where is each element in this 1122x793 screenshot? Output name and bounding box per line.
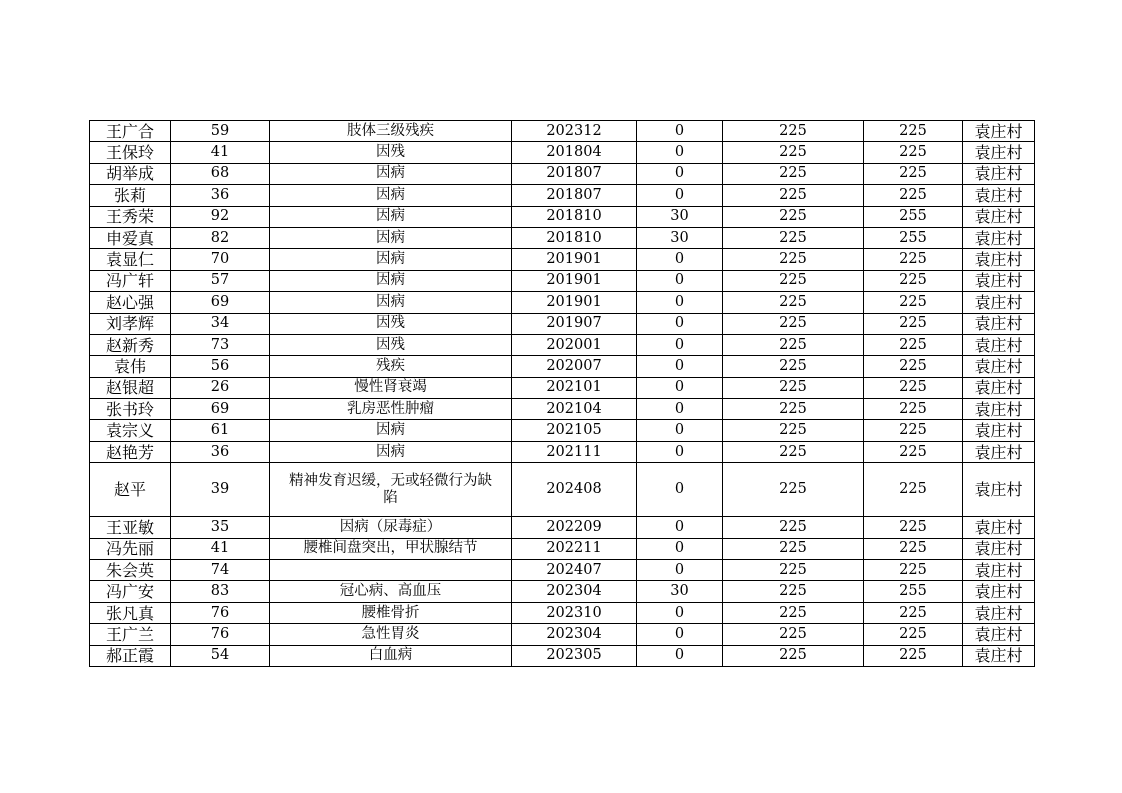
start-date-cell: 202105 [512, 420, 637, 441]
village-cell: 袁庄村 [963, 249, 1035, 270]
name-cell: 王广兰 [90, 624, 171, 645]
village-cell: 袁庄村 [963, 463, 1035, 517]
table-row [90, 227, 1035, 248]
age-cell: 34 [171, 313, 270, 334]
village-cell: 袁庄村 [963, 441, 1035, 462]
table-row [90, 142, 1035, 163]
age-cell: 36 [171, 185, 270, 206]
village-cell: 袁庄村 [963, 334, 1035, 355]
extra-amount-cell: 0 [637, 463, 723, 517]
table-row [90, 441, 1035, 462]
village-cell: 袁庄村 [963, 560, 1035, 581]
name-cell: 冯广轩 [90, 270, 171, 291]
age-cell: 35 [171, 517, 270, 538]
reason-cell: 乳房恶性肿瘤 [270, 399, 512, 420]
extra-amount-cell: 0 [637, 538, 723, 559]
total-amount-cell: 225 [864, 441, 963, 462]
extra-amount-cell: 0 [637, 334, 723, 355]
name-cell: 张凡真 [90, 602, 171, 623]
start-date-cell: 201807 [512, 163, 637, 184]
age-cell: 36 [171, 441, 270, 462]
village-cell: 袁庄村 [963, 292, 1035, 313]
start-date-cell: 202101 [512, 377, 637, 398]
village-cell: 袁庄村 [963, 313, 1035, 334]
name-cell: 朱会英 [90, 560, 171, 581]
village-cell: 袁庄村 [963, 356, 1035, 377]
age-cell: 92 [171, 206, 270, 227]
table-row [90, 517, 1035, 538]
base-amount-cell: 225 [723, 624, 864, 645]
total-amount-cell: 255 [864, 581, 963, 602]
total-amount-cell: 225 [864, 292, 963, 313]
reason-cell: 冠心病、高血压 [270, 581, 512, 602]
total-amount-cell: 225 [864, 602, 963, 623]
name-cell: 袁宗义 [90, 420, 171, 441]
extra-amount-cell: 0 [637, 517, 723, 538]
total-amount-cell: 225 [864, 313, 963, 334]
age-cell: 83 [171, 581, 270, 602]
total-amount-cell: 225 [864, 377, 963, 398]
name-cell: 赵心强 [90, 292, 171, 313]
start-date-cell: 202310 [512, 602, 637, 623]
reason-cell: 白血病 [270, 645, 512, 666]
table-row [90, 270, 1035, 291]
name-cell: 申爱真 [90, 227, 171, 248]
age-cell: 54 [171, 645, 270, 666]
total-amount-cell: 225 [864, 334, 963, 355]
extra-amount-cell: 0 [637, 560, 723, 581]
total-amount-cell: 225 [864, 645, 963, 666]
extra-amount-cell: 0 [637, 377, 723, 398]
reason-cell: 因病 [270, 270, 512, 291]
extra-amount-cell: 0 [637, 292, 723, 313]
village-cell: 袁庄村 [963, 399, 1035, 420]
village-cell: 袁庄村 [963, 185, 1035, 206]
reason-cell: 急性胃炎 [270, 624, 512, 645]
name-cell: 张莉 [90, 185, 171, 206]
village-cell: 袁庄村 [963, 420, 1035, 441]
total-amount-cell: 225 [864, 249, 963, 270]
reason-cell: 残疾 [270, 356, 512, 377]
age-cell: 70 [171, 249, 270, 270]
table-row [90, 313, 1035, 334]
reason-cell: 因病 [270, 420, 512, 441]
total-amount-cell: 225 [864, 624, 963, 645]
age-cell: 68 [171, 163, 270, 184]
base-amount-cell: 225 [723, 206, 864, 227]
name-cell: 张书玲 [90, 399, 171, 420]
extra-amount-cell: 0 [637, 420, 723, 441]
reason-cell: 因病 [270, 206, 512, 227]
base-amount-cell: 225 [723, 399, 864, 420]
base-amount-cell: 225 [723, 560, 864, 581]
extra-amount-cell: 30 [637, 227, 723, 248]
age-cell: 82 [171, 227, 270, 248]
name-cell: 赵银超 [90, 377, 171, 398]
total-amount-cell: 225 [864, 463, 963, 517]
reason-cell: 腰椎骨折 [270, 602, 512, 623]
age-cell: 39 [171, 463, 270, 517]
extra-amount-cell: 0 [637, 185, 723, 206]
reason-cell: 因病 [270, 249, 512, 270]
name-cell: 袁显仁 [90, 249, 171, 270]
table-row [90, 420, 1035, 441]
table-row [90, 377, 1035, 398]
age-cell: 41 [171, 142, 270, 163]
age-cell: 76 [171, 624, 270, 645]
start-date-cell: 202007 [512, 356, 637, 377]
village-cell: 袁庄村 [963, 645, 1035, 666]
name-cell: 刘孝辉 [90, 313, 171, 334]
village-cell: 袁庄村 [963, 121, 1035, 142]
base-amount-cell: 225 [723, 334, 864, 355]
base-amount-cell: 225 [723, 463, 864, 517]
base-amount-cell: 225 [723, 420, 864, 441]
reason-cell: 因残 [270, 334, 512, 355]
total-amount-cell: 225 [864, 163, 963, 184]
extra-amount-cell: 0 [637, 399, 723, 420]
total-amount-cell: 225 [864, 399, 963, 420]
table-row [90, 292, 1035, 313]
reason-cell: 因病 [270, 441, 512, 462]
table-row [90, 581, 1035, 602]
name-cell: 赵艳芳 [90, 441, 171, 462]
village-cell: 袁庄村 [963, 581, 1035, 602]
base-amount-cell: 225 [723, 645, 864, 666]
total-amount-cell: 225 [864, 538, 963, 559]
name-cell: 冯先丽 [90, 538, 171, 559]
total-amount-cell: 255 [864, 227, 963, 248]
start-date-cell: 202209 [512, 517, 637, 538]
base-amount-cell: 225 [723, 441, 864, 462]
table-row [90, 185, 1035, 206]
age-cell: 41 [171, 538, 270, 559]
start-date-cell: 202312 [512, 121, 637, 142]
reason-cell: 肢体三级残疾 [270, 121, 512, 142]
reason-cell: 因残 [270, 142, 512, 163]
extra-amount-cell: 0 [637, 121, 723, 142]
age-cell: 73 [171, 334, 270, 355]
age-cell: 26 [171, 377, 270, 398]
extra-amount-cell: 30 [637, 206, 723, 227]
reason-cell: 腰椎间盘突出，甲状腺结节 [270, 538, 512, 559]
age-cell: 56 [171, 356, 270, 377]
reason-cell: 慢性肾衰竭 [270, 377, 512, 398]
village-cell: 袁庄村 [963, 270, 1035, 291]
start-date-cell: 201810 [512, 227, 637, 248]
extra-amount-cell: 0 [637, 163, 723, 184]
reason-cell: 精神发育迟缓，无或轻微行为缺陷 [270, 463, 512, 517]
village-cell: 袁庄村 [963, 624, 1035, 645]
extra-amount-cell: 0 [637, 645, 723, 666]
name-cell: 袁伟 [90, 356, 171, 377]
extra-amount-cell: 30 [637, 581, 723, 602]
base-amount-cell: 225 [723, 227, 864, 248]
total-amount-cell: 225 [864, 560, 963, 581]
start-date-cell: 201901 [512, 249, 637, 270]
total-amount-cell: 225 [864, 356, 963, 377]
name-cell: 郝正霞 [90, 645, 171, 666]
table-row [90, 206, 1035, 227]
start-date-cell: 202407 [512, 560, 637, 581]
start-date-cell: 201807 [512, 185, 637, 206]
table-row [90, 399, 1035, 420]
start-date-cell: 202211 [512, 538, 637, 559]
base-amount-cell: 225 [723, 185, 864, 206]
extra-amount-cell: 0 [637, 249, 723, 270]
village-cell: 袁庄村 [963, 517, 1035, 538]
reason-cell: 因病 [270, 163, 512, 184]
total-amount-cell: 225 [864, 121, 963, 142]
extra-amount-cell: 0 [637, 624, 723, 645]
age-cell: 59 [171, 121, 270, 142]
reason-cell [270, 560, 512, 581]
extra-amount-cell: 0 [637, 602, 723, 623]
name-cell: 胡举成 [90, 163, 171, 184]
extra-amount-cell: 0 [637, 313, 723, 334]
start-date-cell: 202305 [512, 645, 637, 666]
age-cell: 76 [171, 602, 270, 623]
base-amount-cell: 225 [723, 121, 864, 142]
table-body [90, 121, 1035, 667]
name-cell: 王广合 [90, 121, 171, 142]
village-cell: 袁庄村 [963, 142, 1035, 163]
base-amount-cell: 225 [723, 249, 864, 270]
age-cell: 74 [171, 560, 270, 581]
name-cell: 王保玲 [90, 142, 171, 163]
table-row [90, 463, 1035, 517]
age-cell: 57 [171, 270, 270, 291]
base-amount-cell: 225 [723, 538, 864, 559]
base-amount-cell: 225 [723, 142, 864, 163]
base-amount-cell: 225 [723, 163, 864, 184]
reason-cell: 因病 [270, 292, 512, 313]
reason-cell: 因病 [270, 227, 512, 248]
extra-amount-cell: 0 [637, 270, 723, 291]
total-amount-cell: 225 [864, 142, 963, 163]
start-date-cell: 201901 [512, 292, 637, 313]
start-date-cell: 201901 [512, 270, 637, 291]
table-row [90, 249, 1035, 270]
start-date-cell: 202304 [512, 581, 637, 602]
table-row [90, 645, 1035, 666]
start-date-cell: 201804 [512, 142, 637, 163]
table-row [90, 121, 1035, 142]
name-cell: 赵新秀 [90, 334, 171, 355]
table-row [90, 356, 1035, 377]
table-row [90, 334, 1035, 355]
name-cell: 冯广安 [90, 581, 171, 602]
base-amount-cell: 225 [723, 602, 864, 623]
total-amount-cell: 225 [864, 420, 963, 441]
name-cell: 赵平 [90, 463, 171, 517]
base-amount-cell: 225 [723, 292, 864, 313]
village-cell: 袁庄村 [963, 206, 1035, 227]
table-row [90, 602, 1035, 623]
base-amount-cell: 225 [723, 517, 864, 538]
base-amount-cell: 225 [723, 356, 864, 377]
beneficiary-table [89, 120, 1035, 667]
table-row [90, 624, 1035, 645]
village-cell: 袁庄村 [963, 227, 1035, 248]
start-date-cell: 202001 [512, 334, 637, 355]
name-cell: 王秀荣 [90, 206, 171, 227]
age-cell: 69 [171, 399, 270, 420]
start-date-cell: 202104 [512, 399, 637, 420]
start-date-cell: 202111 [512, 441, 637, 462]
base-amount-cell: 225 [723, 377, 864, 398]
total-amount-cell: 225 [864, 517, 963, 538]
start-date-cell: 201907 [512, 313, 637, 334]
base-amount-cell: 225 [723, 313, 864, 334]
age-cell: 69 [171, 292, 270, 313]
total-amount-cell: 225 [864, 270, 963, 291]
base-amount-cell: 225 [723, 270, 864, 291]
start-date-cell: 201810 [512, 206, 637, 227]
extra-amount-cell: 0 [637, 441, 723, 462]
table-row [90, 163, 1035, 184]
start-date-cell: 202408 [512, 463, 637, 517]
reason-cell: 因病（尿毒症） [270, 517, 512, 538]
name-cell: 王亚敏 [90, 517, 171, 538]
village-cell: 袁庄村 [963, 538, 1035, 559]
village-cell: 袁庄村 [963, 163, 1035, 184]
village-cell: 袁庄村 [963, 602, 1035, 623]
table-row [90, 538, 1035, 559]
village-cell: 袁庄村 [963, 377, 1035, 398]
reason-cell: 因病 [270, 185, 512, 206]
total-amount-cell: 255 [864, 206, 963, 227]
age-cell: 61 [171, 420, 270, 441]
start-date-cell: 202304 [512, 624, 637, 645]
base-amount-cell: 225 [723, 581, 864, 602]
extra-amount-cell: 0 [637, 142, 723, 163]
table-row [90, 560, 1035, 581]
total-amount-cell: 225 [864, 185, 963, 206]
reason-cell: 因残 [270, 313, 512, 334]
extra-amount-cell: 0 [637, 356, 723, 377]
